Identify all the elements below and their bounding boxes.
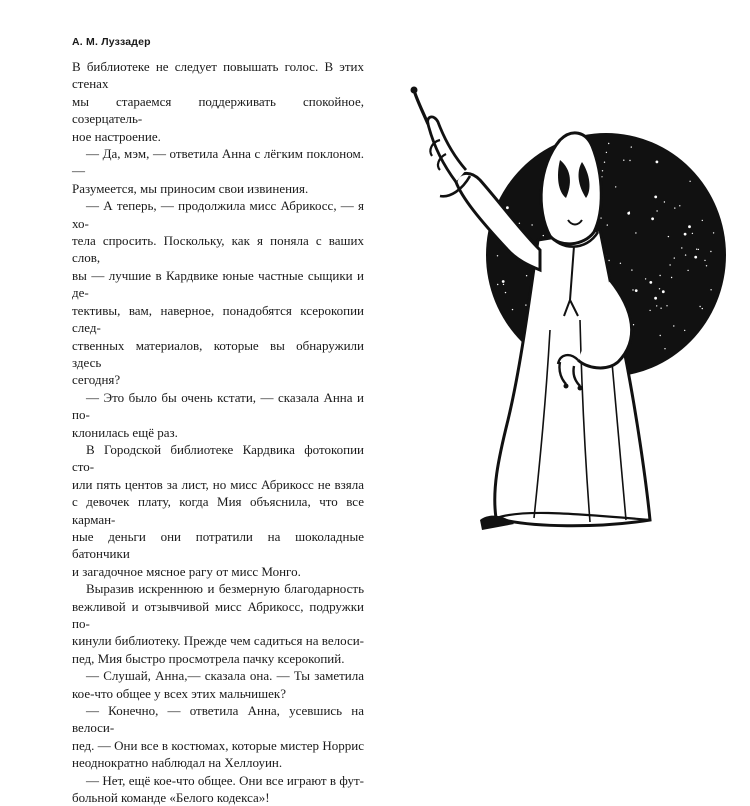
star	[604, 162, 605, 163]
star	[649, 310, 650, 311]
star	[631, 269, 632, 270]
star	[629, 160, 630, 161]
text-line: кое-что общее у всех этих мальчишек?	[72, 685, 286, 701]
text-line: кинули библиотеку. Прежде чем садиться на велоси-	[72, 633, 364, 649]
star	[649, 281, 652, 284]
star	[702, 308, 703, 309]
text-line: и загадочное мясное рагу от мисс Монго.	[72, 563, 301, 579]
text-line: сегодня?	[72, 372, 121, 388]
star	[662, 290, 665, 293]
star	[673, 325, 674, 326]
star	[681, 247, 682, 248]
star	[702, 220, 703, 221]
text-line: В Городской библиотеке Кардвика фотокопии сто-	[72, 441, 364, 475]
star	[713, 232, 714, 233]
star	[615, 186, 616, 187]
star	[519, 223, 520, 224]
star	[543, 235, 544, 236]
text-line: вы — лучшие в Кардвике юные частные сыщики и де-	[72, 267, 364, 301]
star	[635, 289, 638, 292]
star	[679, 205, 680, 206]
text-line: — Да, мэм, — ответила Анна с лёгким поклоном. —	[72, 146, 364, 179]
text-line: ное настроение.	[72, 128, 161, 144]
text-line: тела спросить. Поскольку, как я поняла с ваших слов,	[72, 233, 364, 266]
star	[608, 260, 609, 261]
star	[525, 304, 526, 305]
star	[656, 161, 659, 164]
text-line: мы стараемся поддерживать спокойное, созерцатель-	[72, 93, 364, 127]
star	[668, 236, 669, 237]
text-line: неоднократно наблюдал на Хеллоуин.	[72, 755, 283, 771]
star	[497, 284, 498, 285]
star	[698, 249, 699, 250]
star	[710, 289, 711, 290]
text-line: — Это было бы очень кстати, — сказала Анна и по-	[72, 389, 364, 423]
star	[706, 265, 707, 266]
star	[710, 251, 711, 252]
text-line: вежливой и отзывчивой мисс Абрикосс, подружки по-	[72, 598, 364, 631]
star	[699, 306, 700, 307]
star	[687, 270, 688, 271]
text-line: ные деньги они потратили на шоколадные батончики	[72, 528, 364, 562]
text-line: клонилась ещё раз.	[72, 424, 178, 440]
text-line: — А теперь, — продолжила мисс Абрикосс, — я хо-	[72, 198, 364, 231]
star	[506, 206, 509, 209]
star	[512, 309, 513, 310]
star	[689, 181, 690, 182]
star	[684, 233, 687, 236]
star	[696, 249, 697, 250]
text-line: пед, Мия быстро просмотрела пачку ксерокопий.	[72, 650, 345, 666]
star	[674, 207, 675, 208]
star	[659, 288, 660, 289]
star	[505, 292, 506, 293]
star	[684, 330, 685, 331]
alien-illustration	[410, 80, 730, 540]
star	[674, 257, 675, 258]
star	[526, 275, 527, 276]
running-header-author: А. М. Луззадер	[72, 36, 151, 48]
star	[531, 224, 532, 225]
star	[635, 232, 636, 233]
star	[645, 278, 646, 279]
star	[602, 170, 603, 171]
star	[671, 277, 672, 278]
star	[660, 335, 661, 336]
star	[704, 260, 705, 261]
star	[656, 305, 657, 306]
star	[664, 348, 665, 349]
body-text	[72, 58, 364, 806]
star	[631, 146, 632, 147]
star	[502, 280, 505, 283]
star	[692, 233, 693, 234]
text-line: Выразив искреннюю и безмерную благодарность	[86, 581, 364, 597]
star	[669, 264, 670, 265]
text-line: Разумеется, мы приносим свои извинения.	[72, 180, 309, 196]
star	[629, 211, 630, 212]
star	[654, 196, 657, 199]
star	[664, 201, 665, 202]
text-line: — Конечно, — ответила Анна, усевшись на велоси-	[72, 703, 364, 736]
star	[694, 256, 697, 259]
star	[688, 225, 691, 228]
star	[503, 284, 504, 285]
star	[656, 210, 657, 211]
star	[654, 297, 657, 300]
text-line: — Слушай, Анна,— сказала она. — Ты заметила	[86, 668, 364, 684]
star	[632, 289, 633, 290]
star	[651, 217, 654, 220]
star	[659, 275, 660, 276]
star	[608, 143, 609, 144]
star	[606, 152, 607, 153]
text-line: больной команде «Белого кодекса»!	[72, 790, 270, 806]
text-line: тективы, вам, наверное, понадобятся ксерокопии след-	[72, 302, 364, 336]
text-line: ственных материалов, которые вы обнаружили здесь	[72, 337, 364, 370]
text-line: с девочек плату, когда Мия объяснила, что все карман-	[72, 494, 364, 527]
star	[685, 254, 686, 255]
text-line: — Нет, ещё кое-что общее. Они все играют в фут-	[86, 772, 364, 788]
star	[633, 324, 634, 325]
text-line: пед. — Они все в костюмах, которые мистер Норрис	[72, 737, 364, 753]
star	[660, 308, 661, 309]
star	[666, 305, 667, 306]
star	[623, 160, 624, 161]
star	[607, 224, 608, 225]
pointing-hand	[428, 117, 466, 182]
text-line: В библиотеке не следует повышать голос. В этих стенах	[72, 59, 364, 92]
text-line: или пять центов за лист, но мисс Абрикосс не взяла	[72, 476, 364, 492]
star	[497, 255, 498, 256]
star	[620, 263, 621, 264]
